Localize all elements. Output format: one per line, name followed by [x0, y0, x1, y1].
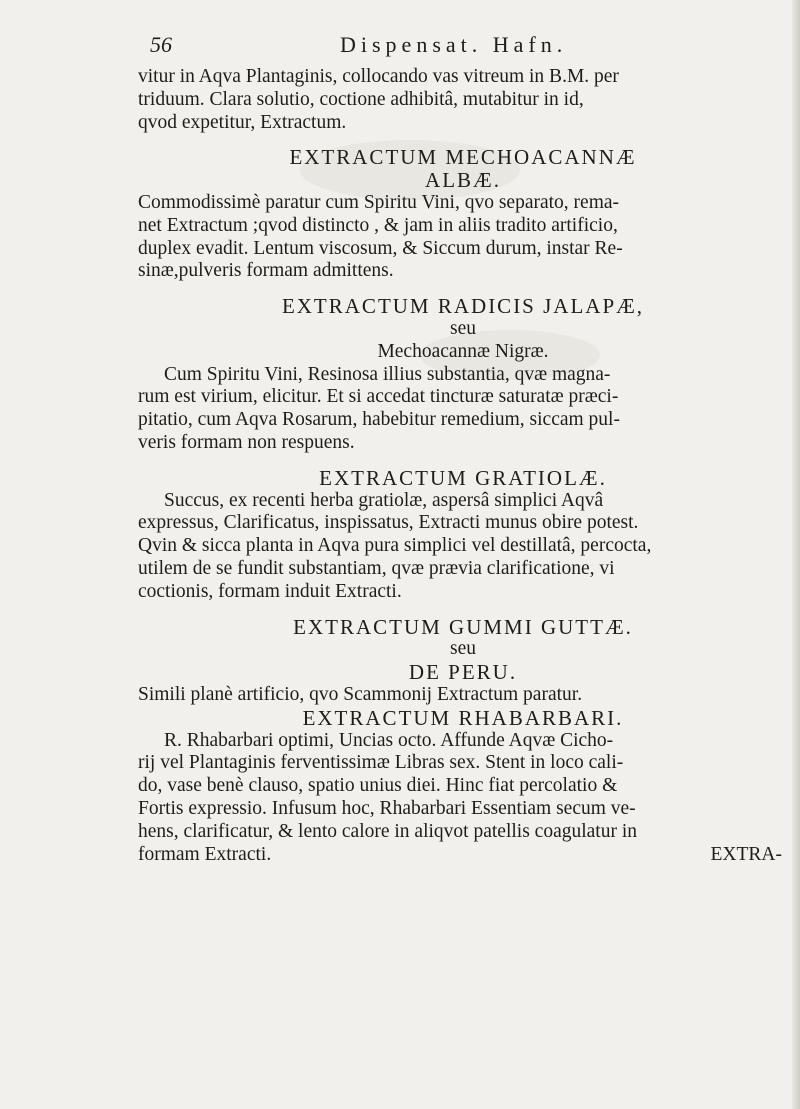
- text-line: pitatio, cum Aqva Rosarum, habebitur remedium, siccam pul-: [138, 409, 620, 431]
- section-subheading: Mechoacannæ Nigræ.: [377, 340, 549, 362]
- text-line: Commodissimè paratur cum Spiritu Vini, qvo separato, rema-: [138, 191, 620, 213]
- text-line: Fortis expressio. Infusum hoc, Rhabarbari Essentiam secum ve-: [138, 797, 636, 819]
- text-line: do, vase benè clauso, spatio unius diei. Hinc fiat percolatio &: [138, 775, 618, 797]
- section-heading: EXTRACTUM GUMMI GUTTÆ.: [293, 615, 633, 639]
- text-line: Succus, ex recenti herba gratiolæ, aspersâ simplici Aqvâ: [164, 489, 604, 511]
- text-line: net Extractum ;qvod distincto , & jam in aliis tradito artificio,: [138, 214, 618, 236]
- text-line: Qvin & sicca planta in Aqva pura simplici vel destillatâ, percocta,: [138, 535, 652, 557]
- text-line: R. Rhabarbari optimi, Uncias octo. Affunde Aqvæ Cicho-: [164, 729, 614, 751]
- text-line-last: [138, 844, 788, 867]
- page-number: 56: [150, 32, 172, 57]
- text-line: duplex evadit. Lentum viscosum, & Siccum durum, instar Re-: [138, 237, 623, 259]
- text-line: vitur in Aqva Plantaginis, collocando vas vitreum in B.M. per: [138, 66, 619, 87]
- text-line: coctionis, formam induit Extracti.: [138, 580, 402, 602]
- section-heading: EXTRACTUM RADICIS JALAPÆ,: [281, 295, 645, 318]
- text-line: Cum Spiritu Vini, Resinosa illius substantia, qvæ magna-: [164, 363, 611, 385]
- section-subheading: seu: [450, 638, 476, 660]
- catchword: EXTRA-: [710, 843, 782, 865]
- section-heading: EXTRACTUM MECHOACANNÆ: [289, 146, 637, 170]
- text-line: qvod expetitur, Extractum.: [138, 111, 347, 133]
- text-line: veris formam non respuens.: [138, 431, 355, 453]
- text-line: rij vel Plantaginis ferventissimæ Libras sex. Stent in loco cali-: [138, 752, 624, 774]
- section-subheading: DE PERU.: [408, 661, 518, 684]
- body-text: [138, 66, 788, 866]
- text-line: utilem de se fundit substantiam, qvæ prævia clarificatione, vi: [138, 557, 615, 579]
- text-line: triduum. Clara solutio, coctione adhibitâ, mutabitur in id,: [138, 88, 584, 110]
- page-header: [150, 32, 740, 64]
- section-heading-continued: ALBÆ.: [425, 169, 501, 192]
- text-line: hens, clarificatur, & lento calore in aliqvot patellis coagulatur in: [138, 820, 638, 842]
- page-edge: [792, 0, 800, 1109]
- running-head: Dispensat. Hafn.: [340, 32, 568, 57]
- section-heading: EXTRACTUM GRATIOLÆ.: [319, 466, 607, 490]
- section-heading: EXTRACTUM RHABARBARI.: [302, 706, 624, 730]
- text-line: formam Extracti.: [138, 843, 272, 865]
- text-line: expressus, Clarificatus, inspissatus, Extracti munus obire potest.: [138, 512, 639, 534]
- text-line: sinæ,pulveris formam admittens.: [138, 260, 394, 282]
- text-line: rum est virium, elicitur. Et si accedat tincturæ saturatæ præci-: [138, 386, 619, 408]
- section-subheading: seu: [450, 317, 476, 339]
- text-line: Simili planè artificio, qvo Scammonij Extractum paratur.: [138, 683, 583, 705]
